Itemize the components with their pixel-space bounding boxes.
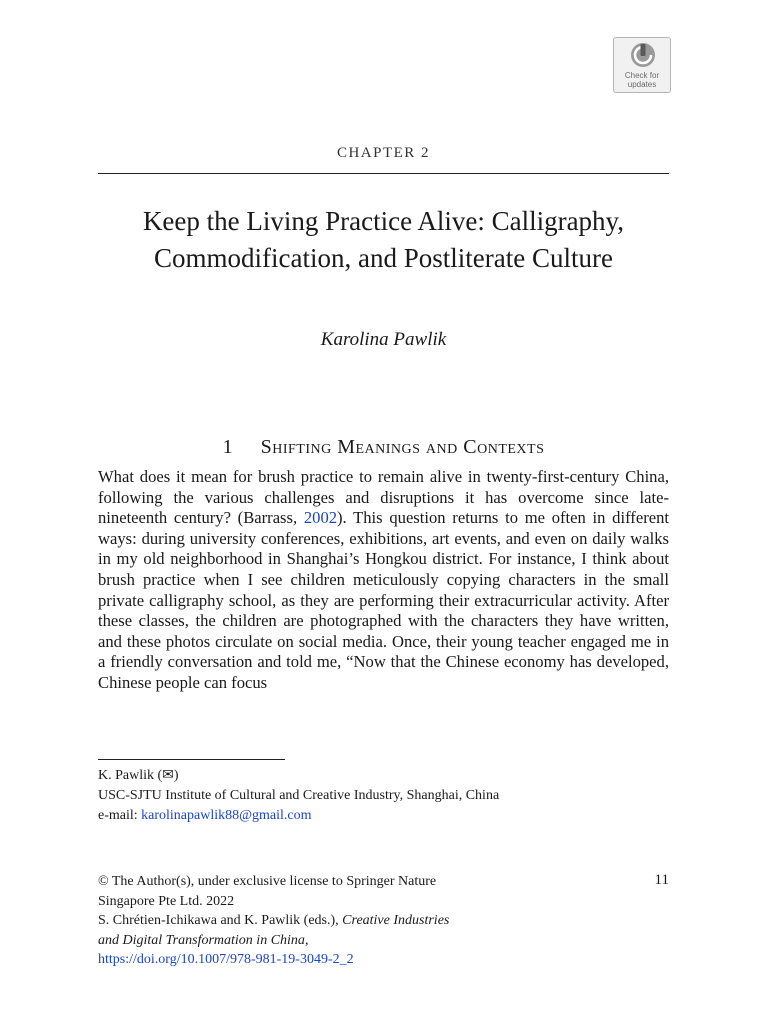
body-paragraph: What does it mean for brush practice to remain alive in twenty-first-century China, following the various challenges and disruptions it has overcome since late-nineteenth century? (Barrass, 2002). This question returns to me often in different ways: during university conferences, exhibitions, art events, and even on daily walks in my old neighborhood in Shanghai’s Hongkou district. For instance, I think about brush practice when I see children meticulously copying characters in the small private calligraphy school, as they are performing their extracurricular activity. After these classes, the children are photographed with the characters they have written, and these photos circulate on social media. Once, their young teacher engaged me in a friendly conversation and told me, “Now that the Chinese economy has developed, Chinese people can focus [98, 467, 669, 692]
section-title: Shifting Meanings and Contexts [260, 436, 545, 458]
book-title-part-1: Creative Industries [342, 913, 450, 928]
chapter-title-line-1: Keep the Living Practice Alive: Calligraphy, [142, 206, 625, 236]
author-affiliation [98, 766, 669, 826]
page-number: 11 [654, 872, 669, 888]
footnote-rule [98, 759, 285, 760]
affiliation-author-line: K. Pawlik (✉) [98, 768, 179, 783]
section-number: 1 [222, 436, 233, 458]
header-rule [98, 173, 669, 174]
citation-editors-line: S. Chrétien-Ichikawa and K. Pawlik (eds.), Creative Industries [98, 913, 450, 928]
chapter-title-line-2: Commodification, and Postliterate Culture [154, 243, 613, 273]
chapter-title [98, 203, 669, 277]
chapter-label: CHAPTER 2 [336, 145, 431, 161]
check-for-updates-icon [630, 42, 656, 68]
copyright-block [98, 872, 578, 970]
check-for-updates-badge[interactable] [613, 37, 671, 93]
badge-label: Check for updates [624, 71, 660, 89]
envelope-icon: ✉ [162, 768, 174, 783]
affiliation-email-line: e-mail: karolinapawlik88@gmail.com [98, 808, 312, 823]
citation-link[interactable]: 2002 [303, 508, 338, 528]
affiliation-institute: USC-SJTU Institute of Cultural and Creative Industry, Shanghai, China [98, 788, 500, 803]
author-name: Karolina Pawlik [320, 329, 447, 350]
email-link[interactable]: karolinapawlik88@gmail.com [141, 808, 312, 823]
citation-book-line: and Digital Transformation in China, [98, 932, 309, 948]
copyright-line-1: © The Author(s), under exclusive license to Springer Nature [98, 874, 437, 889]
copyright-line-2: Singapore Pte Ltd. 2022 [98, 893, 235, 909]
book-title-part-2: and Digital Transformation in China [98, 932, 305, 948]
doi-link[interactable]: https://doi.org/10.1007/978-981-19-3049-2_2 [98, 952, 354, 967]
section-heading [98, 436, 669, 459]
